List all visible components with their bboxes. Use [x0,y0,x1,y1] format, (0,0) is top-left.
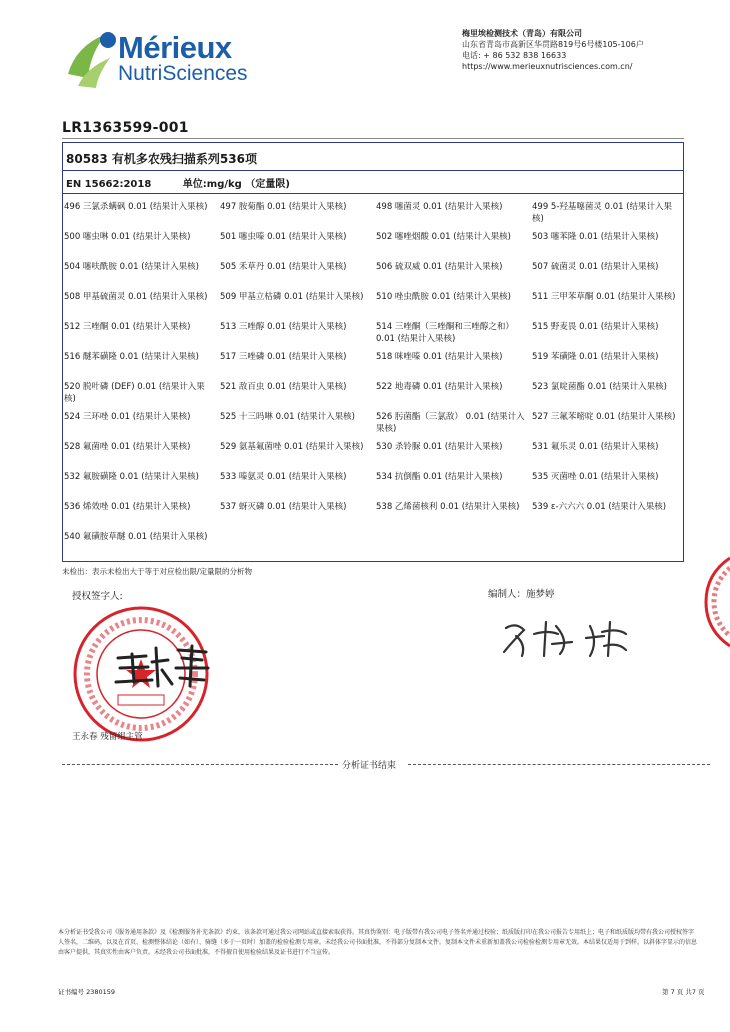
result-item: 501 噻虫嗪 0.01 (结果计入果核) [220,232,347,242]
end-of-certificate [62,758,710,770]
results-title: 80583 有机多农残扫描系列536项 [66,152,257,166]
result-item: 526 肟菌酯（三氯敌） 0.01 (结果计入果核) [376,412,525,434]
result-item: 537 蚜灭磷 0.01 (结果计入果核) [220,502,347,512]
result-item: 504 噻呋酰胺 0.01 (结果计入果核) [64,262,199,272]
result-item: 498 噻菌灵 0.01 (结果计入果核) [376,202,503,212]
company-name: 梅里埃检测技术（青岛）有限公司 [462,29,582,38]
result-item: 506 硫双威 0.01 (结果计入果核) [376,262,503,272]
result-item: 517 三唑磷 0.01 (结果计入果核) [220,352,347,362]
divider [62,138,684,139]
logo-wordmark-sub: NutriSciences [118,62,248,85]
result-item: 503 噻苯隆 0.01 (结果计入果核) [532,232,659,242]
divider [62,170,684,171]
result-item: 513 三唑醇 0.01 (结果计入果核) [220,322,347,332]
result-item: 540 氟磺胺草醚 0.01 (结果计入果核) [64,532,208,542]
result-item: 523 氯啶菌酯 0.01 (结果计入果核) [532,382,667,392]
result-item: 536 烯效唑 0.01 (结果计入果核) [64,502,191,512]
result-item: 507 硫菌灵 0.01 (结果计入果核) [532,262,659,272]
report-number: LR1363599-001 [62,120,189,136]
result-item: 514 三唑酮（三唑酮和三唑醇之和） 0.01 (结果计入果核) [376,322,514,344]
footer-disclaimer: 本分析证书受我公司《服务通用条款》及《检测服务补充条款》约束，该条款可通过我公司网站或直接索取获得。其真伪鉴别：电子版带有我公司电子签名并通过校验；纸质版打印在我公司报告专用纸上；电子和纸质版均带有我公司授权签字人签名，二维码，以及在首页、检测整体结论（如有）、骑缝（多于一页时）加盖的检验检测专用章。未经我公司书面批准，不得部分复制本文件。复制本文件未重新加盖我公司检验检测专用章无效。本结果仅适用于到样。以斜体字显示的信息由客户提供，其真实性由客户负责。未经我公司书面批准，不得擅自使用检验结果及证书进行不当宣传。 [58,929,698,956]
result-item: 502 噻唑烟酸 0.01 (结果计入果核) [376,232,511,242]
result-item: 534 抗倒酯 0.01 (结果计入果核) [376,472,503,482]
result-item: 518 咪唑嗪 0.01 (结果计入果核) [376,352,503,362]
company-address: 山东省青岛市高新区华贯路819号6号楼105-106户 [462,40,644,49]
result-item: 532 氟胺磺隆 0.01 (结果计入果核) [64,472,199,482]
signer-name: 王永春 残留组主管 [72,732,143,742]
company-phone: 电话: + 86 532 838 16633 [462,51,567,60]
standard-label: EN 15662:2018 [66,179,152,190]
result-item: 509 甲基立枯磷 0.01 (结果计入果核) [220,292,364,302]
result-item: 521 敌百虫 0.01 (结果计入果核) [220,382,347,392]
certificate-number: 证书编号 2380159 [58,988,116,996]
result-item: 512 三唑酮 0.01 (结果计入果核) [64,322,191,332]
results-subheader [66,175,290,190]
result-item: 539 ε-六六六 0.01 (结果计入果核) [532,502,667,512]
page-number: 第 7 页 共7 页 [662,988,705,996]
result-item: 533 嗪氨灵 0.01 (结果计入果核) [220,472,347,482]
company-block [462,28,644,72]
end-text: 分析证书结束 [340,758,398,771]
result-item: 531 氟乐灵 0.01 (结果计入果核) [532,442,659,452]
authorized-signer-label: 授权签字人: [72,591,123,602]
signature-shi-icon [486,612,656,662]
edge-seal-icon [700,552,730,652]
result-item: 520 脱叶磷 (DEF) 0.01 (结果计入果核) [64,382,205,404]
result-item: 508 甲基硫菌灵 0.01 (结果计入果核) [64,292,208,302]
result-item: 497 胺菊酯 0.01 (结果计入果核) [220,202,347,212]
result-item: 538 乙烯菌核利 0.01 (结果计入果核) [376,502,520,512]
note-text: 未检出：表示未检出大于等于对应检出限/定量限的分析物 [62,567,253,576]
result-item: 511 三甲苯草酮 0.01 (结果计入果核) [532,292,676,302]
result-item: 499 5-羟基噻菌灵 0.01 (结果计入果核) [532,202,673,224]
result-item: 528 氟菌唑 0.01 (结果计入果核) [64,442,191,452]
result-item: 500 噻虫啉 0.01 (结果计入果核) [64,232,191,242]
result-item: 516 醚苯磺隆 0.01 (结果计入果核) [64,352,199,362]
result-item: 510 唑虫酰胺 0.01 (结果计入果核) [376,292,511,302]
result-item: 505 禾草丹 0.01 (结果计入果核) [220,262,347,272]
result-item: 530 杀铃脲 0.01 (结果计入果核) [376,442,503,452]
unit-label: 单位:mg/kg （定量限) [182,179,290,190]
result-item: 535 灭菌唑 0.01 (结果计入果核) [532,472,659,482]
result-item: 527 三氟苯嘧啶 0.01 (结果计入果核) [532,412,676,422]
result-item: 529 氨基氟菌唑 0.01 (结果计入果核) [220,442,364,452]
result-item: 525 十三吗啉 0.01 (结果计入果核) [220,412,355,422]
results-grid [64,201,684,561]
result-item: 522 地毒磷 0.01 (结果计入果核) [376,382,503,392]
result-item: 496 三氯杀螨砜 0.01 (结果计入果核) [64,202,208,212]
logo-wordmark: Mérieux [118,30,232,65]
divider [62,193,684,194]
result-item: 524 三环唑 0.01 (结果计入果核) [64,412,191,422]
author-label: 编制人：施梦婷 [488,589,555,600]
company-website[interactable]: https://www.merieuxnutrisciences.com.cn/ [462,62,633,71]
result-item: 519 苯磺隆 0.01 (结果计入果核) [532,352,659,362]
signature-wang-icon [112,640,212,690]
result-item: 515 野麦畏 0.01 (结果计入果核) [532,322,659,332]
